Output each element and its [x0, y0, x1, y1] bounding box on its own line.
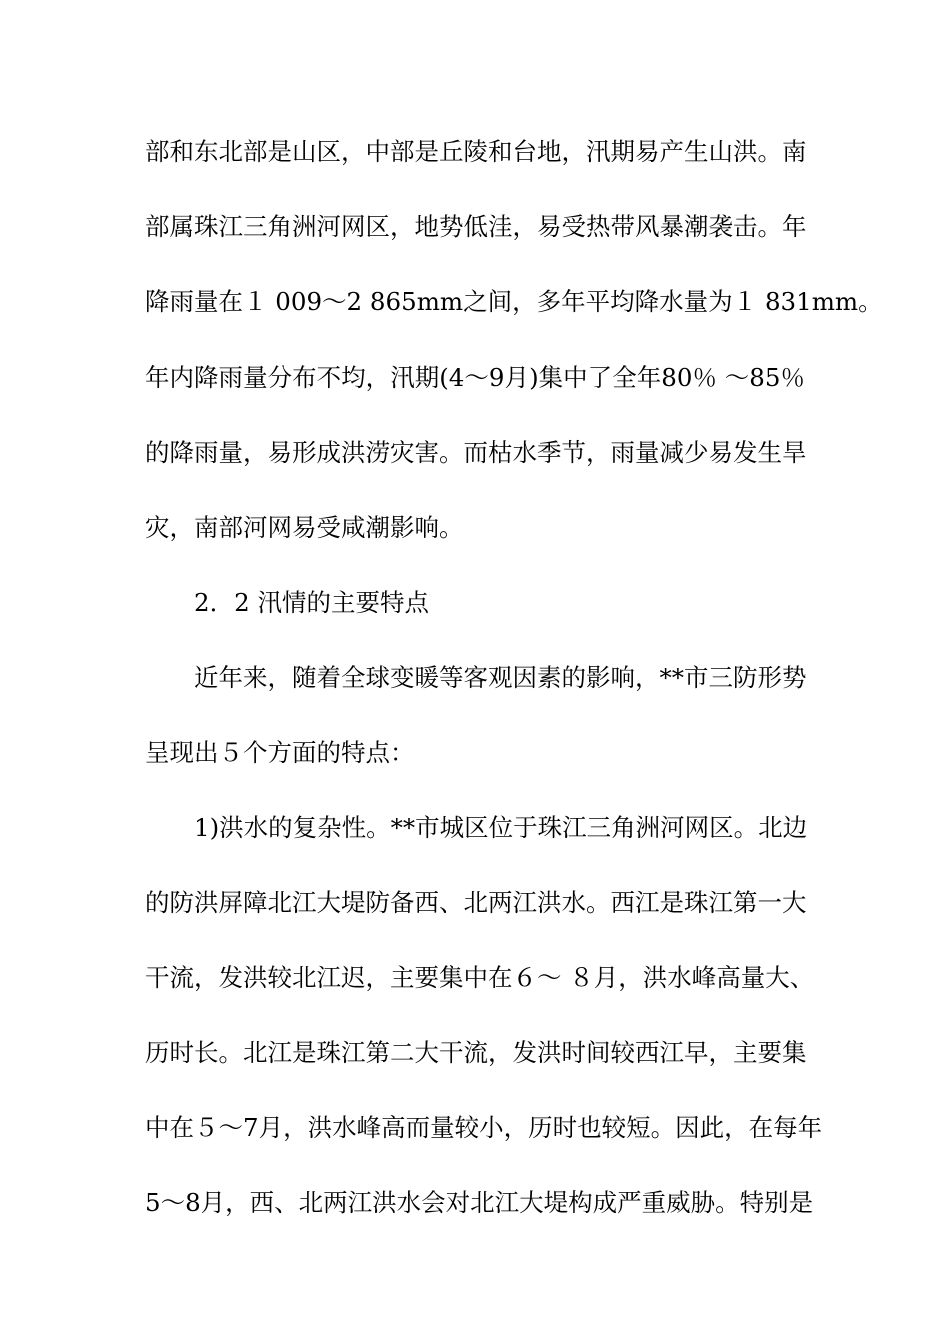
paragraph-line: 部属珠江三角洲河网区，地势低洼，易受热带风暴潮袭击。年: [145, 212, 807, 241]
paragraph-line: 1)洪水的复杂性。**市城区位于珠江三角洲河网区。北边: [194, 813, 808, 842]
paragraph-line: 灾，南部河网易受咸潮影响。: [145, 513, 464, 542]
paragraph-line: 呈现出５个方面的特点：: [145, 738, 415, 767]
paragraph-line: 5～8月，西、北两江洪水会对北江大堤构成严重威胁。特别是: [145, 1188, 814, 1217]
paragraph-line: 的降雨量，易形成洪涝灾害。而枯水季节，雨量减少易发生旱: [145, 438, 807, 467]
paragraph-line: 的防洪屏障北江大堤防备西、北两江洪水。西江是珠江第一大: [145, 888, 807, 917]
paragraph-line: 历时长。北江是珠江第二大干流，发洪时间较西江早，主要集: [145, 1038, 807, 1067]
paragraph-line: 年内降雨量分布不均，汛期(4～9月)集中了全年80％ ～85％: [145, 363, 805, 392]
paragraph-line: 部和东北部是山区，中部是丘陵和台地，汛期易产生山洪。南: [145, 137, 807, 166]
paragraph-line: 近年来，随着全球变暖等客观因素的影响，**市三防形势: [194, 663, 807, 692]
paragraph-line: 干流，发洪较北江迟，主要集中在６～ ８月，洪水峰高量大、: [145, 963, 815, 992]
section-heading: 2．2 汛情的主要特点: [194, 588, 429, 617]
paragraph-line: 降雨量在１ 009～2 865mm之间，多年平均降水量为１ 831mm。: [145, 287, 883, 316]
paragraph-line: 中在５～7月，洪水峰高而量较小，历时也较短。因此，在每年: [145, 1113, 823, 1142]
